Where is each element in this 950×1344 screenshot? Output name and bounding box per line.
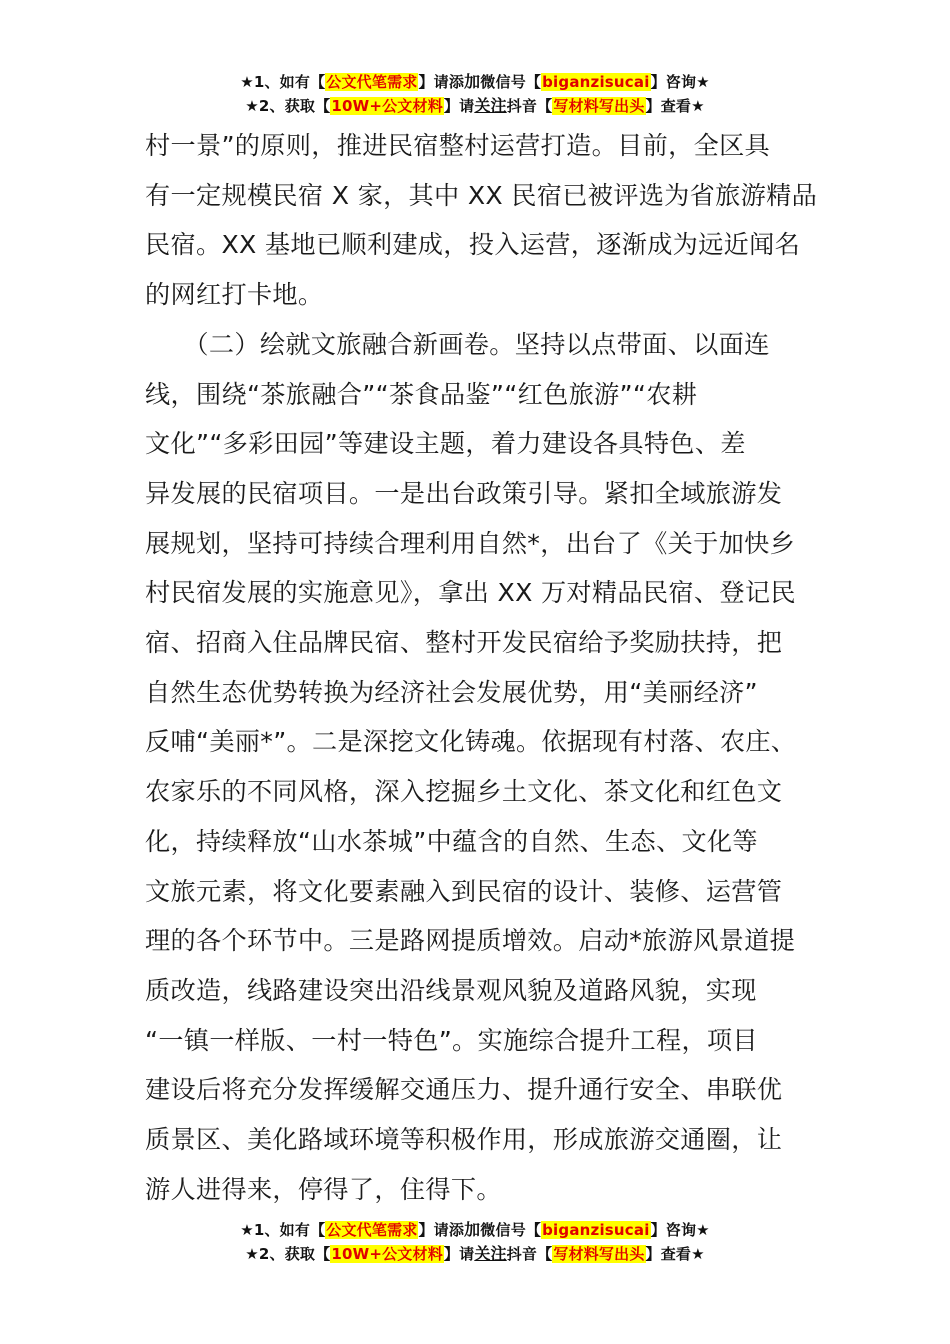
text-line: 建设后将充分发挥缓解交通压力、提升通行安全、串联优 <box>145 1075 783 1105</box>
header-banner <box>0 70 950 118</box>
banner-line-2: ★2、获取【10W+公文材料】请关注抖音【写材料写出头】查看★ <box>245 96 705 115</box>
text-line: 理的各个环节中。三是路网提质增效。启动*旅游风景道提 <box>145 926 796 956</box>
text-line: 宿、招商入住品牌民宿、整村开发民宿给予奖励扶持，把 <box>145 628 783 658</box>
highlight-wechat-id: biganzisucai <box>542 73 650 91</box>
banner-line-1: ★1、如有【公文代笔需求】请添加微信号【biganzisucai】咨询★ <box>240 1220 710 1239</box>
highlight-wechat-id: biganzisucai <box>542 1221 650 1239</box>
banner-line-1: ★1、如有【公文代笔需求】请添加微信号【biganzisucai】咨询★ <box>240 72 710 91</box>
text-line: 展规划，坚持可持续合理利用自然*，出台了《关于加快乡 <box>145 528 796 558</box>
highlight-douyin: 写材料写出头 <box>553 1245 645 1263</box>
banner-line-2: ★2、获取【10W+公文材料】请关注抖音【写材料写出头】查看★ <box>245 1244 705 1263</box>
highlight-service: 公文代笔需求 <box>326 1221 418 1239</box>
text-line: 质改造，线路建设突出沿线景观风貌及道路风貌，实现 <box>145 975 757 1005</box>
text-line: 游人进得来，停得了，住得下。 <box>145 1174 502 1204</box>
text-line: 反哺“美丽*”。二是深挖文化铸魂。依据现有村落、农庄、 <box>145 727 797 757</box>
highlight-douyin: 写材料写出头 <box>553 97 645 115</box>
highlight-service: 公文代笔需求 <box>326 73 418 91</box>
text-line: 质景区、美化路域环境等积极作用，形成旅游交通圈，让 <box>145 1125 783 1155</box>
text-line: 农家乐的不同风格，深入挖掘乡土文化、茶文化和红色文 <box>145 777 783 807</box>
highlight-materials: 10W+公文材料 <box>331 97 443 115</box>
text-line: 有一定规模民宿 X 家，其中 XX 民宿已被评选为省旅游精品 <box>145 180 818 210</box>
text-line: 的网红打卡地。 <box>145 280 324 310</box>
text-line: 文旅元素，将文化要素融入到民宿的设计、装修、运营管 <box>145 876 783 906</box>
text-line: 化，持续释放“山水茶城”中蕴含的自然、生态、文化等 <box>145 826 758 856</box>
text-line: 自然生态优势转换为经济社会发展优势，用“美丽经济” <box>145 677 758 707</box>
text-line: （二）绘就文旅融合新画卷。坚持以点带面、以面连 <box>145 329 770 359</box>
highlight-materials: 10W+公文材料 <box>331 1245 443 1263</box>
text-line: 民宿。XX 基地已顺利建成，投入运营，逐渐成为远近闻名 <box>145 230 801 260</box>
text-line: “一镇一样版、一村一特色”。实施综合提升工程，项目 <box>145 1025 758 1055</box>
text-line: 村民宿发展的实施意见》，拿出 XX 万对精品民宿、登记民 <box>145 578 796 608</box>
text-line: 异发展的民宿项目。一是出台政策引导。紧扣全域旅游发 <box>145 478 783 508</box>
text-line: 村一景”的原则，推进民宿整村运营打造。目前，全区具 <box>145 131 771 160</box>
footer-banner <box>0 1218 950 1266</box>
text-line: 线，围绕“茶旅融合”“茶食品鉴”“红色旅游”“农耕 <box>145 379 698 409</box>
document-body <box>145 121 818 1214</box>
text-line: 文化”“多彩田园”等建设主题，着力建设各具特色、差 <box>145 429 746 459</box>
